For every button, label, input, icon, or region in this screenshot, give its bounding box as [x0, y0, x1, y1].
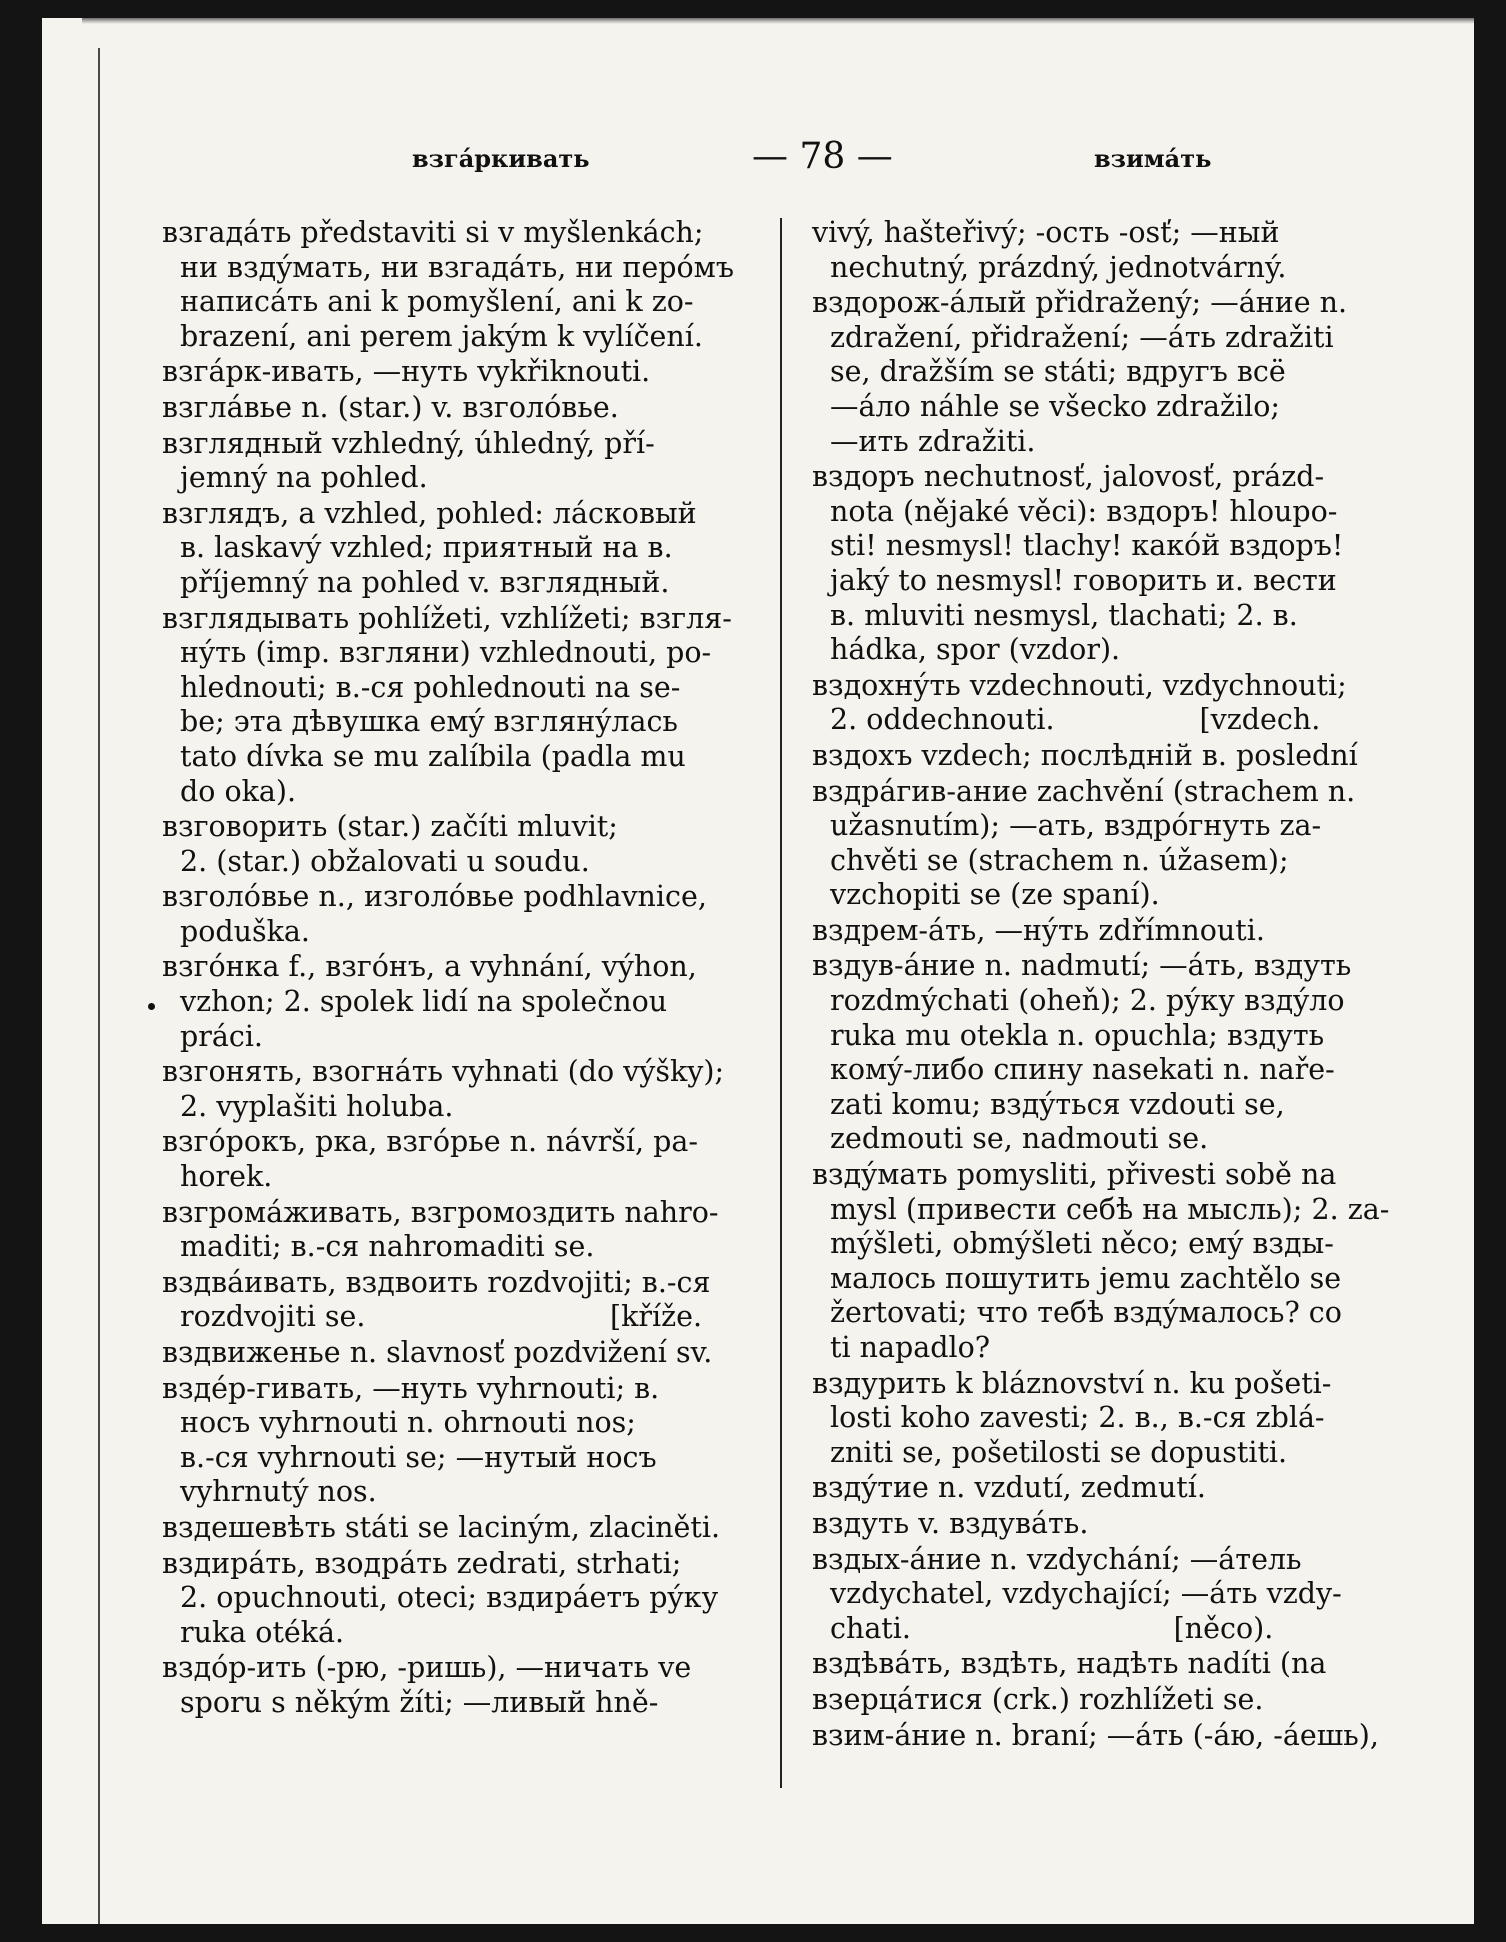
entry-first-line: vivý, hašteřivý; -ость -osť; —ный [812, 216, 1280, 249]
entry-continuation-line: užasnutím); —ать, вздрóгнуть za- [830, 809, 1322, 843]
entry-continuation-line: hádka, spor (vzdor). [830, 633, 1121, 667]
dictionary-entry [162, 497, 762, 601]
entry-first-line: взговорить (star.) začíti mluvit; [162, 810, 618, 844]
dictionary-entry [162, 216, 762, 354]
column-divider [780, 218, 782, 1788]
entry-continuation-line: zniti se, pošetilosti se dopustiti. [830, 1435, 1288, 1469]
entry-continuation-line: chvěti se (strachem n. úžasem); [830, 843, 1289, 877]
entry-first-line: вздвáивать, вздвоить rozdvojiti; в.-ся [162, 1265, 711, 1299]
entry-first-line: взим-áние n. braní; —áть (-áю, -áешь), [812, 1718, 1379, 1752]
entry-continuation-line: losti koho zavesti; 2. в., в.-ся zblá- [830, 1401, 1325, 1435]
dictionary-entry [162, 1336, 762, 1371]
entry-continuation-line: poduška. [180, 914, 310, 948]
running-head [342, 136, 1252, 186]
entry-continuation-line: ни вздýмать, ни взгадáть, ни перóмъ [180, 250, 734, 284]
entry-continuation-line: nota (nějaké věci): вздоръ! hloupo- [830, 494, 1338, 528]
dictionary-entry [162, 1511, 762, 1546]
entry-continuation-line: 2. (star.) obžalovati u soudu. [180, 844, 590, 878]
entry-continuation-line: do oka). [180, 774, 297, 808]
entry-continuation-line: hlednouti; в.-ся pohlednouti na se- [180, 670, 681, 704]
dictionary-entry [162, 602, 762, 810]
entry-continuation-line: zati komu; вздýться vzdouti se, [830, 1087, 1285, 1121]
entry-continuation-line: vyhrnutý nos. [180, 1475, 377, 1509]
dictionary-entry [812, 1367, 1428, 1471]
dictionary-entry [812, 1158, 1428, 1366]
entry-first-line: вздохнýть vzdechnouti, vzdychnouti; [812, 668, 1347, 702]
entry-continuation-line: в.-ся vyhrnouti se; —нутый носъ [180, 1440, 657, 1474]
dictionary-entry [162, 391, 762, 426]
entry-continuation-line: sti! nesmysl! tlachy! какóй вздоръ! [830, 529, 1344, 563]
entry-first-line: взглядъ, a vzhled, pohled: лáсковый [162, 496, 697, 530]
dictionary-entry [812, 1647, 1428, 1682]
entry-first-line: вздрáгив-ание zachvění (strachem n. [812, 774, 1356, 808]
entry-continuation-line: maditi; в.-ся nahromaditi se. [180, 1230, 595, 1264]
entry-first-line: вздув-áние n. nadmutí; —áть, вздуть [812, 949, 1352, 983]
dictionary-entry [812, 775, 1428, 913]
entry-first-line: вздѣвáть, вздѣть, надѣть nadíti (na [812, 1647, 1327, 1681]
entry-continuation-line: rozdmýchati (oheň); 2. рýку вздýло [830, 984, 1345, 1018]
running-head-left-guide-word: взгáркивать [412, 144, 590, 173]
dictionary-entry [162, 1196, 762, 1265]
entry-continuation-line: малось пошутить jemu zachtělo se [830, 1261, 1342, 1295]
dictionary-entry [812, 739, 1428, 774]
entry-continuation-line: ruka otéká. [180, 1615, 345, 1649]
entry-first-line: взгонять, взогнáть vyhnati (do výšky); [162, 1055, 725, 1089]
entry-continuation-line: mysl (привести себѣ на мысль); 2. za- [830, 1192, 1390, 1226]
entry-continuation-line: be; эта дѣвушка емý взглянýлась [180, 705, 678, 739]
page-number: — 78 — [752, 136, 893, 177]
entry-continuation-line: práci. [180, 1019, 263, 1053]
entry-first-line: вздоръ nechutnosť, jalovosť, prázd- [812, 460, 1325, 494]
entry-continuation-line: žertovati; что тебѣ вздýмалось? co [830, 1296, 1342, 1330]
entry-continuation-line: в. mluviti nesmysl, tlachati; 2. в. [830, 598, 1298, 632]
entry-first-line: вздвиженье n. slavnosť pozdvižení sv. [162, 1336, 713, 1369]
entry-first-line: взголóвье n., изголóвье podhlavnice, [162, 880, 707, 914]
entry-first-line: вздрем-áть, —нýть zdřímnouti. [812, 913, 1265, 947]
right-column [812, 216, 1428, 1754]
entry-first-line: вздохъ vzdech; послѣдній в. poslední [812, 738, 1358, 772]
entry-continuation-line: написáть ani k pomyšlení, ani k zo- [180, 285, 694, 319]
entry-first-line: вздýмать pomysliti, přivesti sobě na [812, 1158, 1337, 1192]
entry-continuation-line: —áло náhle se všecko zdražilo; [830, 389, 1281, 423]
entry-first-line: вздешевѣть státi se laciným, zlaciněti. [162, 1510, 721, 1544]
entry-continuation-line: zdražení, přidražení; —áть zdražiti [830, 320, 1334, 354]
entry-continuation-line: brazení, ani perem jakým k vylíčení. [180, 319, 703, 353]
page-top-edge [82, 18, 1474, 24]
entry-first-line: вздóр-ить (-рю, -ришь), —ничать ve [162, 1651, 692, 1685]
entry-continuation-line: jemný na pohled. [180, 461, 428, 495]
entry-continuation-line: jaký to nesmysl! говорить и. вести [830, 563, 1337, 597]
entry-first-line: вздирáть, взодрáть zedrati, strhati; [162, 1546, 682, 1580]
entry-continuation-line: chati. [něco). [830, 1611, 1274, 1645]
entry-continuation-line: sporu s někým žíti; —ливый hně- [180, 1685, 659, 1719]
entry-first-line: взгадáть představiti si v myšlenkách; [162, 216, 704, 249]
dictionary-entry [812, 949, 1428, 1157]
dictionary-entry [812, 1507, 1428, 1542]
dictionary-entry [162, 1266, 762, 1335]
entry-first-line: взглядывать pohlížeti, vzhlížeti; взгля- [162, 601, 732, 635]
entry-first-line: взгáрк-ивать, —нуть vykřiknouti. [162, 355, 651, 389]
entry-first-line: взглáвье n. (star.) v. взголóвье. [162, 390, 619, 424]
entry-continuation-line: mýšleti, obmýšleti něco; емý взды- [830, 1227, 1334, 1261]
dictionary-entry [812, 460, 1428, 668]
dictionary-entry [162, 1125, 762, 1194]
dictionary-entry [812, 914, 1428, 949]
entry-continuation-line: horek. [180, 1160, 273, 1194]
entry-continuation-line: носъ vyhrnouti n. ohrnouti nos; [180, 1406, 636, 1440]
entry-continuation-line: se, dražším se státi; вдругъ всё [830, 355, 1286, 389]
entry-first-line: вздéр-гивать, —нуть vyhrnouti; в. [162, 1371, 660, 1405]
entry-first-line: взерцáтися (crk.) rozhlížeti se. [812, 1682, 1264, 1716]
entry-continuation-line: нýть (imp. взгляни) vzhlednouti, po- [180, 636, 712, 670]
dictionary-entry [812, 216, 1428, 285]
dictionary-entry [162, 1547, 762, 1651]
dictionary-entry [162, 1055, 762, 1124]
dictionary-entry [812, 1471, 1428, 1506]
dictionary-entry [162, 355, 762, 390]
entry-continuation-line: zedmouti se, nadmouti se. [830, 1122, 1209, 1156]
entry-first-line: вздурить k bláznovství n. ku pošeti- [812, 1366, 1332, 1400]
entry-continuation-line: tato dívka se mu zalíbila (padla mu [180, 739, 686, 773]
entry-first-line: вздуть v. вздувáть. [812, 1506, 1089, 1540]
dictionary-entry [162, 1372, 762, 1510]
entry-continuation-line: rozdvojiti se. [kříže. [180, 1300, 703, 1334]
entry-first-line: взгóнка f., взгóнъ, a vyhnání, výhon, [162, 950, 697, 984]
entry-continuation-line: ti napadlo? [830, 1331, 991, 1364]
entry-continuation-line: комý-либо спину nasekati n. nařе- [830, 1053, 1335, 1087]
dictionary-entry [812, 669, 1428, 738]
dictionary-entry [812, 1683, 1428, 1718]
entry-first-line: взглядный vzhledný, úhledný, pří- [162, 426, 655, 460]
dictionary-page [42, 18, 1474, 1924]
entry-first-line: взгóрокъ, рка, взгóрье n. návrší, pa- [162, 1125, 698, 1159]
dictionary-entry [812, 1543, 1428, 1647]
entry-continuation-line: vzdychatel, vzdychající; —áть vzdy- [830, 1577, 1342, 1611]
left-column [162, 216, 762, 1722]
dictionary-entry [162, 810, 762, 879]
dictionary-entry [162, 1651, 762, 1720]
margin-dot [148, 1003, 155, 1010]
entry-continuation-line: nechutný, prázdný, jednotvárný. [830, 250, 1287, 284]
entry-continuation-line: vzchopiti se (ze spaní). [830, 878, 1160, 912]
entry-first-line: вздорож-áлый přidražený; —áние n. [812, 286, 1348, 320]
entry-continuation-line: 2. oddechnouti. [vzdech. [830, 703, 1321, 737]
entry-continuation-line: příjemný na pohled v. взглядный. [180, 565, 670, 599]
entry-first-line: взгромáживать, взгромоздить nahro- [162, 1195, 719, 1229]
dictionary-entry [162, 950, 762, 1054]
entry-first-line: вздых-áние n. vzdychání; —áтель [812, 1542, 1302, 1576]
entry-continuation-line: ruka mu otekla n. opuchla; вздуть [830, 1018, 1325, 1052]
running-head-right-guide-word: взимáть [1094, 144, 1212, 173]
dictionary-entry [812, 286, 1428, 459]
entry-continuation-line: —ить zdražiti. [830, 424, 1036, 458]
entry-continuation-line: vzhon; 2. spolek lidí na společnou [180, 985, 668, 1019]
entry-continuation-line: 2. opuchnouti, oteci; вздирáетъ рýку [180, 1581, 719, 1615]
entry-continuation-line: 2. vyplašiti holuba. [180, 1089, 454, 1123]
page-left-edge-line [98, 48, 100, 1924]
entry-first-line: вздýтие n. vzdutí, zedmutí. [812, 1471, 1206, 1505]
dictionary-entry [162, 880, 762, 949]
entry-continuation-line: в. laskavý vzhled; приятный на в. [180, 531, 673, 565]
dictionary-entry [162, 427, 762, 496]
dictionary-entry [812, 1719, 1428, 1754]
